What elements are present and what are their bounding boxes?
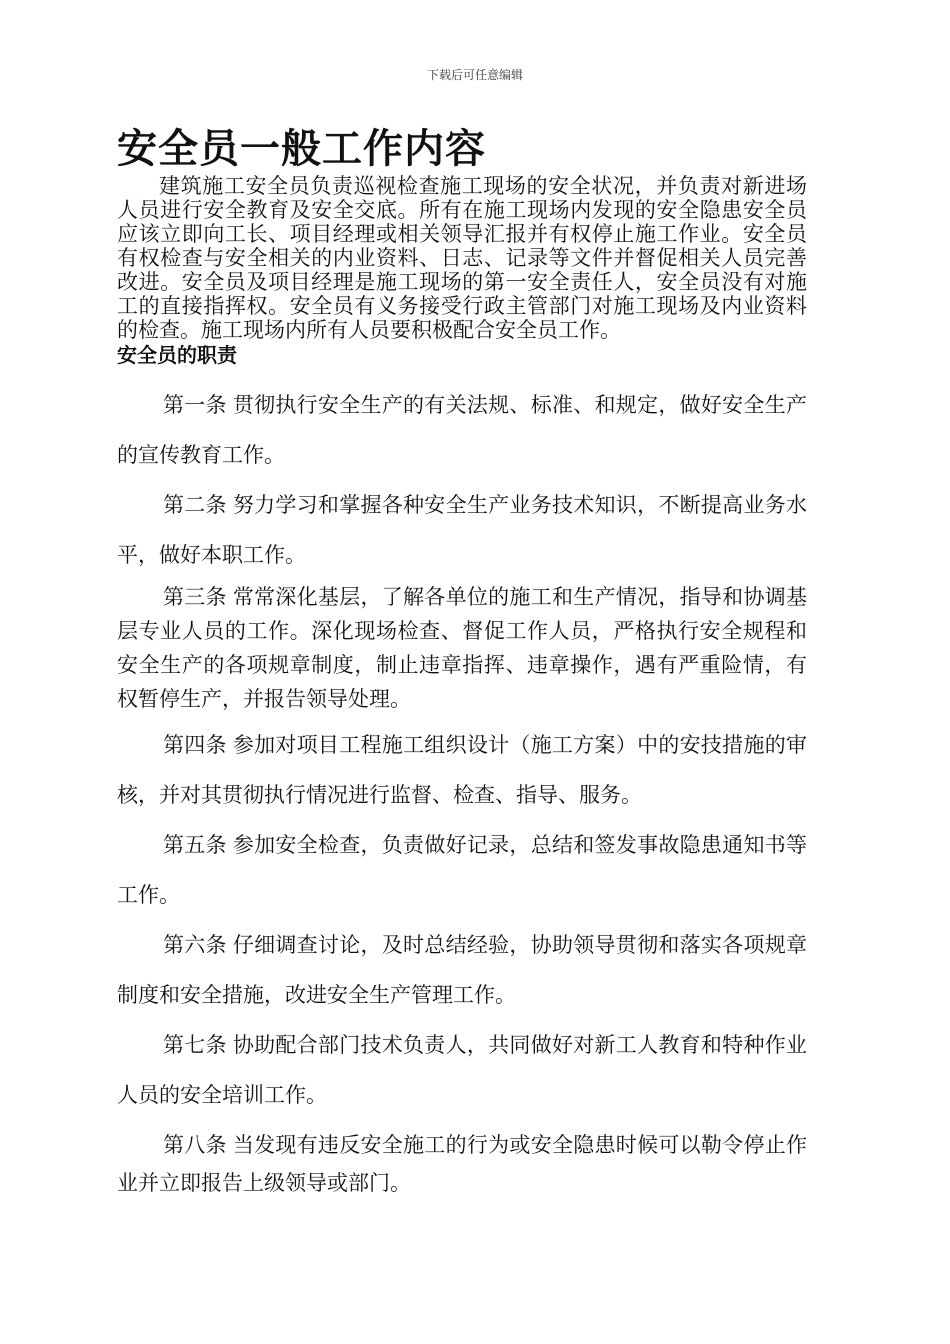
page-header-note: 下载后可任意编辑	[426, 68, 523, 82]
article-7	[117, 1020, 807, 1120]
article-text: 当发现有违反安全施工的行为或安全隐患时候可以勒令停止作业并立即报告上级领导或部门。	[117, 1133, 807, 1195]
section-heading: 安全员的职责	[117, 343, 237, 367]
document-body	[117, 124, 807, 1202]
article-number: 第七条	[163, 1033, 227, 1057]
document-title: 安全员一般工作内容	[117, 126, 486, 172]
article-text: 仔细调查讨论，及时总结经验，协助领导贯彻和落实各项规章制度和安全措施，改进安全生产管理工作。	[117, 933, 807, 1007]
article-number: 第四条	[163, 733, 227, 757]
article-number: 第六条	[163, 933, 227, 957]
article-4	[117, 720, 807, 820]
article-number: 第三条	[163, 585, 227, 609]
article-text: 参加安全检查，负责做好记录，总结和签发事故隐患通知书等工作。	[117, 833, 807, 907]
article-2	[117, 480, 807, 580]
article-text: 常常深化基层，了解各单位的施工和生产情况，指导和协调基层专业人员的工作。深化现场检查、督促工作人员，严格执行安全规程和安全生产的各项规章制度，制止违章指挥、违章操作，遇有严重险情，有权暂停生产，并报告领导处理。	[117, 585, 807, 711]
article-text: 协助配合部门技术负责人，共同做好对新工人教育和特种作业人员的安全培训工作。	[117, 1033, 807, 1107]
article-1	[117, 380, 807, 480]
article-text: 参加对项目工程施工组织设计（施工方案）中的安技措施的审核，并对其贯彻执行情况进行监督、检查、指导、服务。	[117, 733, 807, 807]
article-5	[117, 820, 807, 920]
article-number: 第一条	[163, 393, 227, 417]
article-6	[117, 920, 807, 1020]
article-3	[117, 580, 807, 716]
intro-paragraph: 建筑施工安全员负责巡视检查施工现场的安全状况，并负责对新进场人员进行安全教育及安全交底。所有在施工现场内发现的安全隐患安全员应该立即向工长、项目经理或相关领导汇报并有权停止施工作业。安全员有权检查与安全相关的内业资料、日志、记录等文件并督促相关人员完善改进。安全员及项目经理是施工现场的第一安全责任人，安全员没有对施工的直接指挥权。安全员有义务接受行政主管部门对施工现场及内业资料的检查。施工现场内所有人员要积极配合安全员工作。	[117, 174, 807, 342]
article-text: 贯彻执行安全生产的有关法规、标准、和规定，做好安全生产的宣传教育工作。	[117, 393, 807, 467]
article-number: 第五条	[163, 833, 227, 857]
article-8	[117, 1126, 807, 1202]
article-number: 第八条	[163, 1133, 227, 1157]
article-number: 第二条	[163, 493, 227, 517]
article-text: 努力学习和掌握各种安全生产业务技术知识，不断提高业务水平，做好本职工作。	[117, 493, 807, 567]
